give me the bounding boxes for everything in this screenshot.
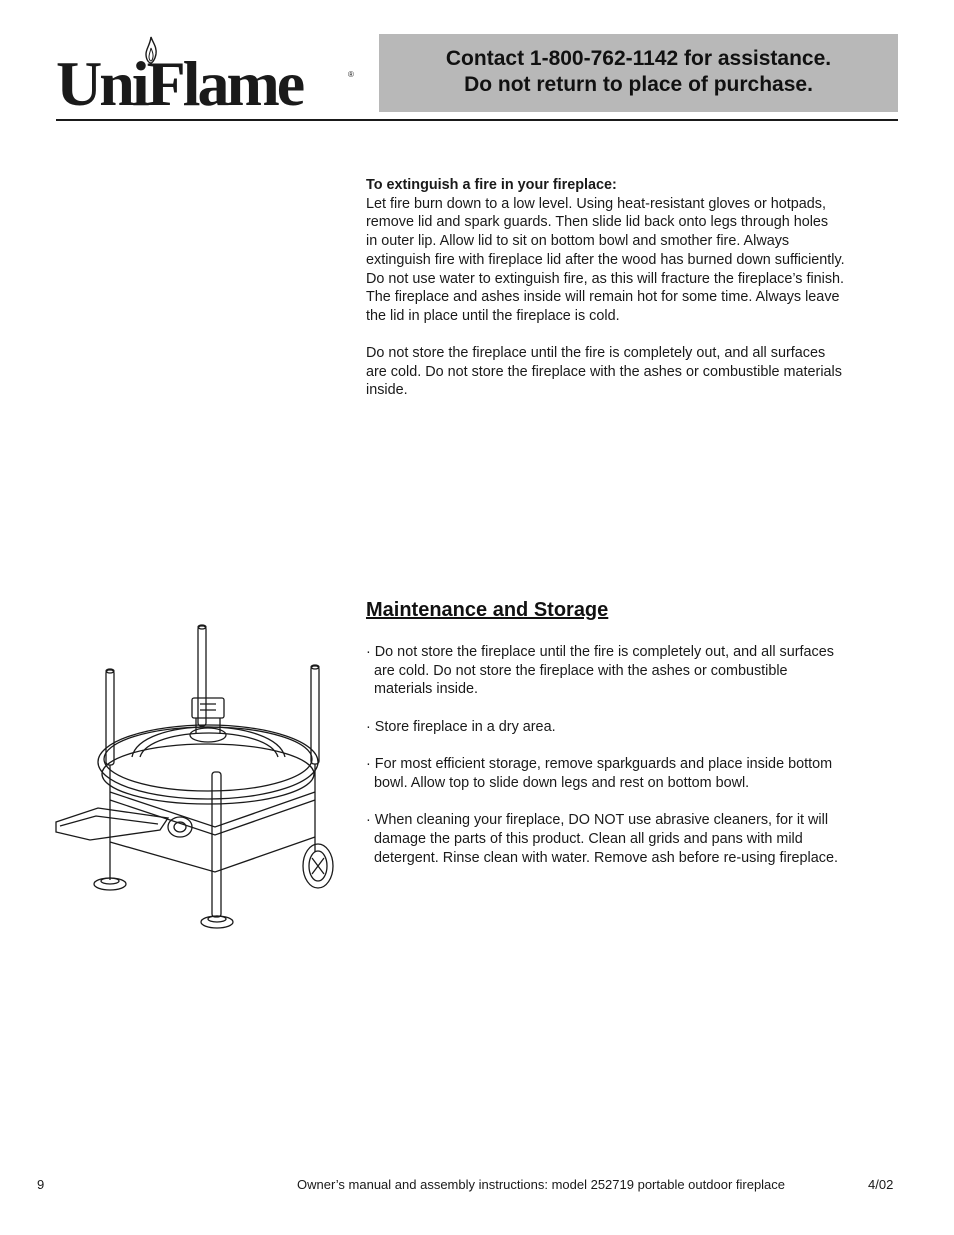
extinguish-line: in outer lip. Allow lid to sit on bottom bowl and smother fire. Always [366, 233, 790, 250]
extinguish-line: the lid in place until the fireplace is cold. [366, 307, 620, 324]
extinguish-line: The fireplace and ashes inside will remain hot for some time. Always leave [366, 289, 840, 306]
storage-warning-line: are cold. Do not store the fireplace with the ashes or combustible materials [366, 363, 842, 380]
maintenance-item-line: · Do not store the fireplace until the fire is completely out, and all surfaces [366, 644, 834, 660]
extinguish-line: extinguish fire with fireplace lid after the wood has burned down sufficiently. [366, 251, 845, 268]
registered-mark: ® [348, 70, 354, 79]
footer-date: 4/02 [868, 1177, 894, 1192]
storage-warning-line: Do not store the fireplace until the fire is completely out, and all surfaces [366, 345, 826, 361]
maintenance-item-line: detergent. Rinse clean with water. Remove ash before re-using fireplace. [374, 849, 838, 866]
uniflame-logo [56, 36, 361, 119]
extinguish-line: remove lid and spark guards. Then slide lid back onto legs through holes [366, 214, 829, 231]
maintenance-item-line: · Store fireplace in a dry area. [366, 718, 556, 735]
extinguish-line: Let fire burn down to a low level. Using heat-resistant gloves or hotpads, [366, 195, 826, 212]
maintenance-title: Maintenance and Storage [366, 599, 609, 621]
maintenance-item-line: materials inside. [374, 681, 478, 698]
contact-line-2: Do not return to place of purchase. [464, 73, 813, 96]
maintenance-item [366, 718, 896, 737]
extinguish-section [366, 176, 896, 326]
contact-banner [379, 34, 898, 112]
footer-document-title: Owner’s manual and assembly instructions: model 252719 portable outdoor fireplace [297, 1177, 786, 1192]
header-divider [56, 119, 898, 121]
maintenance-item [366, 643, 896, 699]
maintenance-item-line: are cold. Do not store the fireplace with the ashes or combustible [374, 662, 788, 679]
maintenance-item-line: · When cleaning your fireplace, DO NOT use abrasive cleaners, for it will [366, 812, 829, 829]
extinguish-heading: To extinguish a fire in your fireplace: [366, 177, 617, 193]
contact-line-1: Contact 1-800-762-1142 for assistance. [445, 47, 832, 70]
maintenance-item [366, 755, 896, 792]
page-number: 9 [37, 1177, 45, 1192]
fireplace-illustration [50, 622, 350, 934]
maintenance-list [366, 643, 896, 886]
logo-wordmark: UniFlame [56, 48, 303, 119]
maintenance-item [366, 811, 896, 867]
extinguish-line: Do not use water to extinguish fire, as this will fracture the fireplace’s finish. [366, 270, 845, 287]
storage-warning-paragraph [366, 344, 896, 400]
storage-warning-line: inside. [366, 382, 408, 399]
maintenance-item-line: damage the parts of this product. Clean all grids and pans with mild [374, 830, 803, 847]
maintenance-item-line: bowl. Allow top to slide down legs and rest on bottom bowl. [374, 774, 750, 791]
maintenance-item-line: · For most efficient storage, remove sparkguards and place inside bottom [366, 756, 833, 773]
